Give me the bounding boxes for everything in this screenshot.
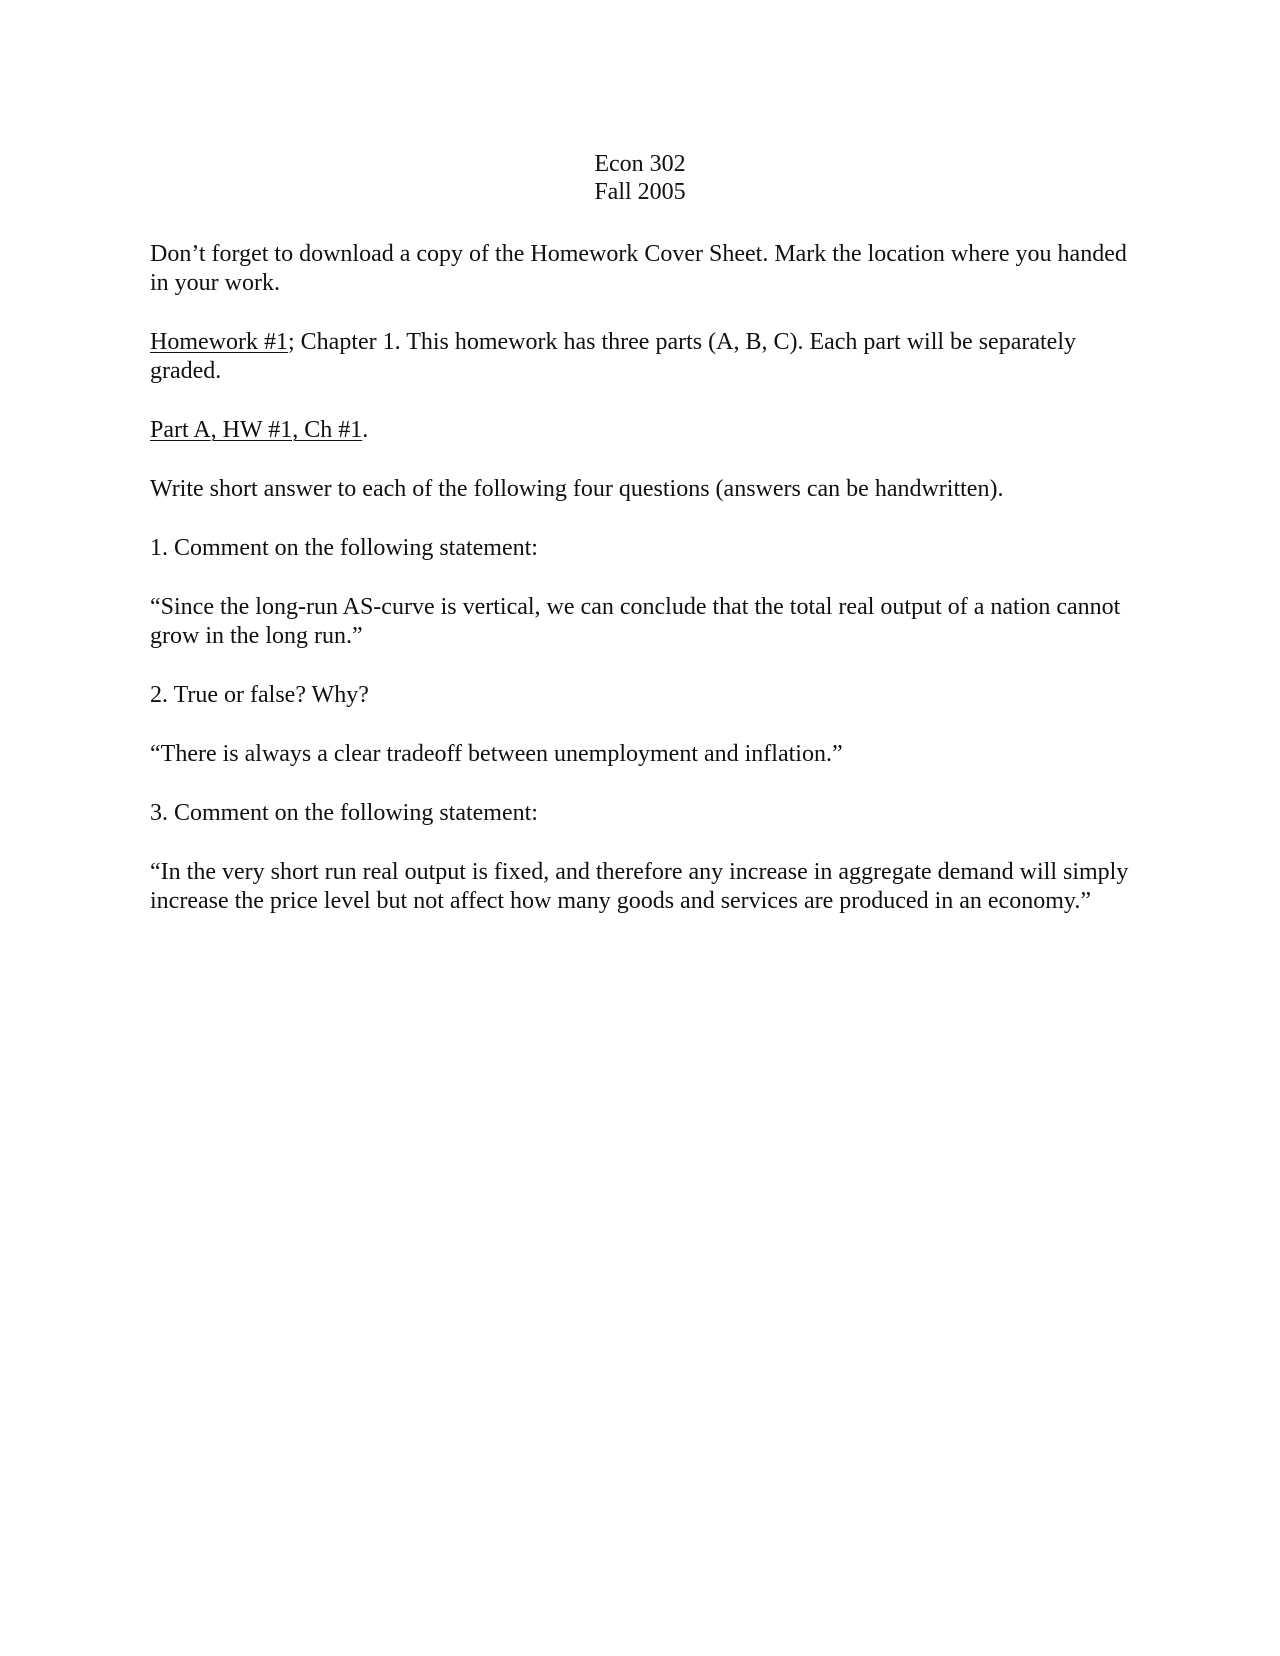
homework-description: ; Chapter 1. This homework has three parts (A, B, C). Each part will be separately graded. <box>150 329 1076 384</box>
part-a-label: Part A, HW #1, Ch #1 <box>150 417 363 443</box>
question-quote-2: “There is always a clear tradeoff between unemployment and inflation.” <box>150 741 843 767</box>
question-prompt-2: 2. True or false? Why? <box>150 682 369 708</box>
question-quote-1: “Since the long-run AS-curve is vertical, we can conclude that the total real output of a nation cannot grow in the long run.” <box>150 594 1121 649</box>
intro-paragraph: Don’t forget to download a copy of the Homework Cover Sheet. Mark the location where you handed in your work. <box>150 241 1127 296</box>
course-term: Fall 2005 <box>594 179 686 205</box>
course-title: Econ 302 <box>594 151 686 177</box>
document-header <box>0 150 1280 206</box>
instructions-paragraph: Write short answer to each of the following four questions (answers can be handwritten). <box>150 476 1004 502</box>
homework-paragraph <box>150 328 1135 386</box>
question-prompt-3: 3. Comment on the following statement: <box>150 800 538 826</box>
question-prompt-1: 1. Comment on the following statement: <box>150 535 538 561</box>
homework-label: Homework #1 <box>150 329 288 355</box>
part-a-heading <box>150 416 1135 445</box>
document-body <box>150 240 1135 946</box>
part-a-period: . <box>362 417 369 443</box>
question-quote-3: “In the very short run real output is fixed, and therefore any increase in aggregate demand will simply increase the price level but not affect how many goods and services are produced in an economy.” <box>150 859 1129 914</box>
